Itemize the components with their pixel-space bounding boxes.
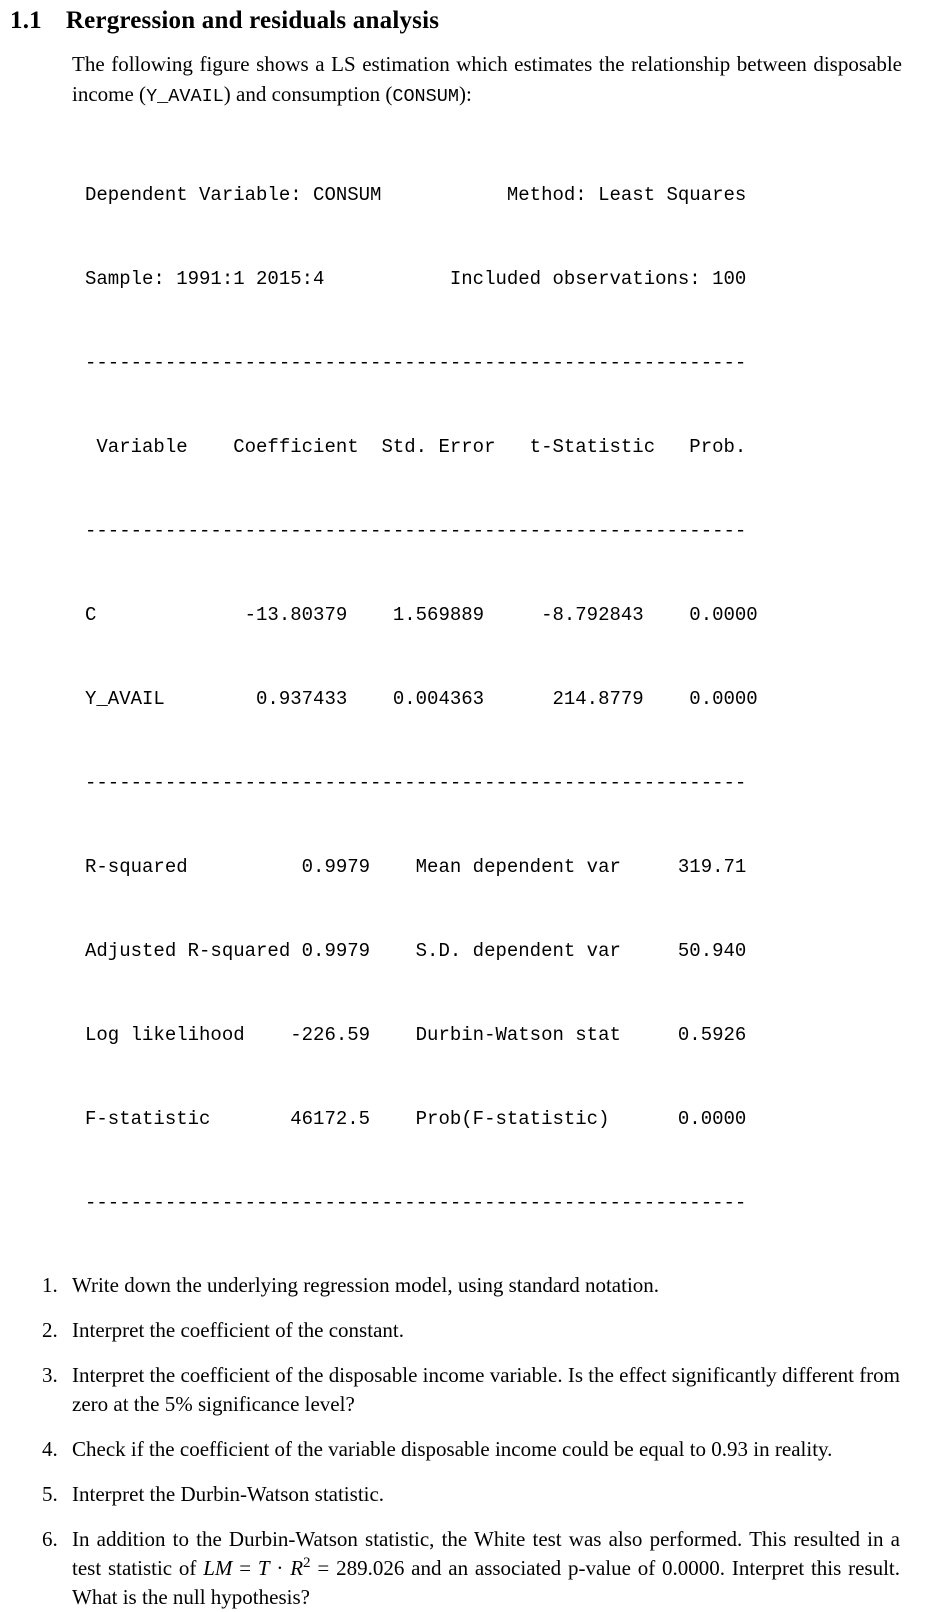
output-stat-f-statistic: F-statistic 46172.5 Prob(F-statistic) 0.0000 <box>85 1108 747 1130</box>
output-stat-adj-r-squared: Adjusted R-squared 0.9979 S.D. dependent var 50.940 <box>85 940 747 962</box>
regression-output <box>85 125 933 1245</box>
question-number: 4. <box>42 1437 58 1461</box>
question-text <box>72 1525 900 1612</box>
output-row-c: C -13.80379 1.569889 -8.792843 0.0000 <box>85 604 758 626</box>
math-cdot: · <box>269 1556 291 1580</box>
intro-paragraph <box>72 49 902 112</box>
question-number: 5. <box>42 1482 58 1506</box>
output-rule: ---------------------------------------------------------- <box>85 1192 747 1214</box>
output-stat-r-squared: R-squared 0.9979 Mean dependent var 319.71 <box>85 856 747 878</box>
question-text-segment: In addition to the Durbin-Watson statistic, the White test was also performed. This resulted in a test statistic of <box>72 1527 900 1580</box>
math-value: 289.026 <box>336 1556 405 1580</box>
intro-text: ): <box>458 82 472 106</box>
question-item-4 <box>42 1435 933 1464</box>
question-text: Write down the underlying regression model, using standard notation. <box>72 1273 660 1297</box>
question-number: 3. <box>42 1363 58 1387</box>
section-heading <box>0 0 933 36</box>
output-line-header-2: Sample: 1991:1 2015:4 Included observations: 100 <box>85 268 747 290</box>
inline-code-consum: CONSUM <box>392 86 459 107</box>
math-superscript-2: 2 <box>303 1555 311 1571</box>
intro-text: ) and consumption ( <box>223 82 393 106</box>
math-equals: = <box>310 1556 337 1580</box>
question-item-3 <box>42 1361 933 1419</box>
question-item-5 <box>42 1480 933 1509</box>
math-r: R <box>290 1556 304 1580</box>
question-number: 2. <box>42 1318 58 1342</box>
output-stat-log-likelihood: Log likelihood -226.59 Durbin-Watson stat 0.5926 <box>85 1024 747 1046</box>
question-item-6 <box>42 1525 933 1612</box>
output-line-header-1: Dependent Variable: CONSUM Method: Least Squares <box>85 184 747 206</box>
question-text: Check if the coefficient of the variable disposable income could be equal to 0.93 in reality. <box>72 1437 833 1461</box>
output-rule: ---------------------------------------------------------- <box>85 520 747 542</box>
question-number: 1. <box>42 1273 58 1297</box>
question-item-1 <box>42 1271 933 1300</box>
intro-text: The following figure shows a LS estimation which estimates the relationship between disposable income ( <box>72 52 902 106</box>
question-text-segment: and an associated p-value of 0.0000. Interpret this result. What is the null hypothesis? <box>72 1556 901 1609</box>
math-lm: LM <box>203 1556 233 1580</box>
output-rule: ---------------------------------------------------------- <box>85 352 747 374</box>
question-item-2 <box>42 1316 933 1345</box>
question-number: 6. <box>42 1527 58 1551</box>
question-text: Interpret the Durbin-Watson statistic. <box>72 1482 385 1506</box>
inline-code-y-avail: Y_AVAIL <box>146 86 224 107</box>
output-rule: ---------------------------------------------------------- <box>85 772 747 794</box>
output-column-headers: Variable Coefficient Std. Error t-Statistic Prob. <box>85 436 747 458</box>
output-row-y-avail: Y_AVAIL 0.937433 0.004363 214.8779 0.0000 <box>85 688 758 710</box>
question-text: Interpret the coefficient of the constant. <box>72 1318 404 1342</box>
questions-list <box>42 1271 933 1612</box>
math-t: T <box>257 1556 270 1580</box>
section-title: Rergression and residuals analysis <box>65 7 440 34</box>
section-number: 1.1 <box>10 7 42 34</box>
question-text: Interpret the coefficient of the disposable income variable. Is the effect significantly different from zero at the 5% significance level? <box>72 1363 901 1416</box>
math-equals: = <box>232 1556 258 1580</box>
